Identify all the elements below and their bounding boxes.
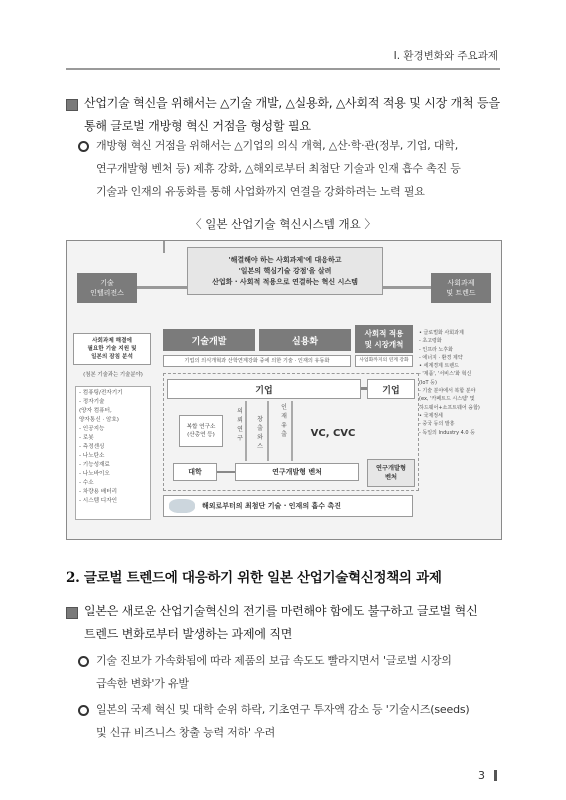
left-list-item: - 정자기술 bbox=[79, 399, 105, 405]
social-trend-line: 사회과제 bbox=[447, 279, 475, 287]
header-title: Ⅰ. 환경변화와 주요과제 bbox=[393, 50, 498, 62]
section2-sub2-line: 및 신규 비즈니스 창출 능력 저하' 우려 bbox=[96, 726, 275, 739]
stage-social-line: 사회적 적용 bbox=[364, 329, 404, 338]
left-list-item: - 수소 bbox=[79, 480, 94, 486]
stage-social-line: 및 시장개척 bbox=[364, 340, 404, 349]
tech-intelligence-line: 인텔리전스 bbox=[90, 289, 124, 297]
joint-research-line: 복합 연구소 bbox=[186, 424, 216, 430]
page-number: 3 bbox=[478, 769, 485, 782]
left-panel-line: 필요한 기술 지원 및 bbox=[87, 346, 137, 352]
left-tech-list bbox=[75, 386, 151, 520]
stage-note-1: 기업의 의식개혁과 산학연계강화 중에 의한 기술 · 인재의 유동화 bbox=[163, 355, 351, 367]
right-list-item: • 국제정세 bbox=[419, 412, 443, 419]
left-list-item: - 기능성재료 bbox=[79, 462, 110, 468]
left-list-item: - 시스템 디자인 bbox=[79, 498, 117, 504]
top-box-line: '해결해야 하는 사회과제'에 대응하고 bbox=[228, 255, 342, 264]
section1-main-paragraph bbox=[84, 92, 500, 138]
left-list-item: - 나노탄소 bbox=[79, 453, 105, 459]
left-list-item: 양자통신 · 암호) bbox=[79, 417, 119, 423]
section2-sub1-line: 기술 진보가 가속화됨에 따라 제품의 보급 속도도 빨라지면서 '글로벌 시장의 bbox=[96, 654, 452, 667]
section2-sub1-line: 급속한 변화'가 유발 bbox=[96, 677, 189, 690]
vertical-char: 연 bbox=[237, 426, 243, 433]
vc-cvc-label: VC, CVC bbox=[310, 427, 356, 439]
circle-bullet-icon bbox=[78, 705, 89, 716]
right-list-item: - 기술 분야에서 복합 분야 bbox=[419, 388, 476, 395]
org-frame bbox=[163, 373, 419, 491]
vertical-char: 와 bbox=[257, 434, 263, 441]
left-list-item: - 차량용 배터리 bbox=[79, 489, 117, 495]
square-bullet-icon bbox=[66, 607, 78, 619]
vertical-char: 재 bbox=[281, 413, 287, 420]
figure-caption: 〈 일본 산업기술 혁신시스템 개요 〉 bbox=[190, 217, 376, 231]
social-trend-line: 및 트렌드 bbox=[446, 289, 476, 297]
page-number-bar bbox=[494, 770, 497, 781]
right-list-item: • 글로벌화 사회과제 bbox=[419, 330, 464, 336]
top-box-line: '일본의 핵심기술 강점'을 살려 bbox=[238, 266, 332, 275]
tech-intelligence-line: 기술 bbox=[100, 279, 114, 287]
left-panel-box bbox=[73, 333, 151, 365]
vertical-char: 구 bbox=[237, 435, 243, 442]
section1-sub-line: 기술과 인재의 유동화를 통해 사업화까지 연결을 강화하려는 노력 필요 bbox=[96, 185, 425, 198]
venture-box: 연구개발형 벤처 bbox=[235, 463, 359, 481]
left-list-item: - 인공지능 bbox=[79, 426, 105, 432]
venture-right-line: 연구개발형 bbox=[376, 465, 406, 472]
vertical-char: 뢰 bbox=[237, 417, 243, 424]
section2-sub1-paragraph bbox=[96, 649, 452, 695]
stage-social-application bbox=[355, 325, 413, 353]
vertical-char: 스 bbox=[257, 443, 263, 450]
vertical-char: 유 bbox=[281, 422, 287, 429]
right-list-item: • 세계경제 트렌드 bbox=[419, 363, 459, 370]
right-trend-list bbox=[419, 329, 499, 441]
stage-note-2: 사업화까지의 연계 강화 bbox=[355, 355, 413, 367]
left-list-item: - 나노바이오 bbox=[79, 471, 110, 477]
left-panel-line: 일본의 잠침 분석 bbox=[91, 354, 133, 360]
section2-main-paragraph bbox=[84, 600, 477, 646]
left-list-item: - 컴퓨팅/전자기기 bbox=[79, 390, 123, 396]
running-header bbox=[0, 40, 566, 70]
left-list-item: - 로봇 bbox=[79, 435, 94, 441]
world-map-icon bbox=[169, 499, 195, 513]
header-rule bbox=[66, 68, 500, 70]
bottom-absorption-bar bbox=[163, 495, 413, 517]
right-list-item: - 중국 등의 발흥 bbox=[419, 421, 455, 428]
top-box-line: 산업화 · 사회적 적용으로 연결하는 혁신 시스템 bbox=[212, 277, 358, 286]
vertical-char: 창 bbox=[257, 416, 263, 423]
stage-note-left bbox=[163, 241, 165, 253]
right-list-item: - 독일의 Industry 4.0 등 bbox=[419, 429, 476, 436]
university-box: 대학 bbox=[173, 463, 217, 481]
arrow-left-connector bbox=[137, 286, 187, 289]
company-box-right: 기업 bbox=[367, 379, 415, 399]
venture-right-line: 벤처 bbox=[385, 474, 397, 481]
section1-sub-line: 개방형 혁신 거점을 위해서는 △기업의 의식 개혁, △산·학·관(정부, 기업, 대학, bbox=[96, 139, 458, 152]
section1-sub-paragraph bbox=[96, 134, 461, 203]
company-box: 기업 bbox=[167, 379, 361, 399]
section2-main-line: 일본은 새로운 산업기술혁신의 전기를 마련해야 함에도 불구하고 글로벌 혁신 bbox=[84, 604, 478, 618]
right-list-item: (IoT 등) bbox=[419, 379, 437, 386]
section1-main-line: 통해 글로벌 개방형 혁신 거점을 형성할 필요 bbox=[84, 119, 311, 133]
social-trend-box bbox=[431, 273, 491, 303]
right-list-item: - 에너지 · 환경 제약 bbox=[419, 354, 463, 361]
vertical-char: 인 bbox=[281, 404, 287, 411]
section2-main-line: 트렌드 변화로부터 발생하는 과제에 직면 bbox=[84, 627, 293, 641]
right-list-item: - 초고령화 bbox=[419, 338, 442, 345]
square-bullet-icon bbox=[66, 99, 78, 111]
stage-tech-development: 기술개발 bbox=[163, 329, 255, 351]
right-list-item: - 인프라 노후화 bbox=[419, 346, 453, 353]
section1-sub-line: 연구개발형 벤처 등) 제휴 강화, △해외로부터 최첨단 기술과 인재 흡수 촉진 등 bbox=[96, 162, 461, 175]
section2-sub2-paragraph bbox=[96, 698, 469, 744]
vertical-char: 의 bbox=[237, 408, 243, 415]
section2-sub2-line: 일본의 국제 혁신 및 대학 순위 하락, 기초연구 투자액 감소 등 '기술시즈(seeds) bbox=[96, 703, 470, 716]
arrow-right-connector bbox=[383, 286, 431, 289]
tech-intelligence-box bbox=[77, 273, 137, 303]
right-list-item: 하드웨어+소프트웨어 융합) bbox=[419, 404, 480, 411]
vertical-char: 출 bbox=[257, 425, 263, 432]
left-list-item: (양자 컴퓨터, bbox=[79, 408, 112, 414]
joint-research-line: (산총연 등) bbox=[187, 432, 215, 438]
stage-commercialization: 실용화 bbox=[259, 329, 351, 351]
left-panel-line: 사회과제 해결에 bbox=[92, 338, 132, 344]
figure-top-box bbox=[187, 247, 383, 295]
left-list-item: - 측정센싱 bbox=[79, 444, 105, 450]
left-panel-subtitle: (첨본 기술과는 기술분야) bbox=[83, 372, 143, 378]
section2-title: 2. 글로벌 트렌드에 대응하기 위한 일본 산업기술혁신정책의 과제 bbox=[66, 570, 442, 586]
right-list-item: - '제품', '서비스'화 혁신 bbox=[419, 371, 472, 378]
section1-main-line: 산업기술 혁신을 위해서는 △기술 개발, △실용화, △사회적 적용 및 시장 개척 등을 bbox=[84, 96, 500, 110]
vertical-char: 출 bbox=[281, 431, 287, 438]
circle-bullet-icon bbox=[78, 141, 89, 152]
right-list-item: (ex, '카페트드 시스템' 및 bbox=[419, 396, 475, 403]
innovation-system-figure bbox=[66, 240, 502, 540]
circle-bullet-icon bbox=[78, 656, 89, 667]
bottom-absorption-text: 해외로부터의 최첨단 기술 · 인재의 흡수 촉진 bbox=[202, 502, 341, 510]
